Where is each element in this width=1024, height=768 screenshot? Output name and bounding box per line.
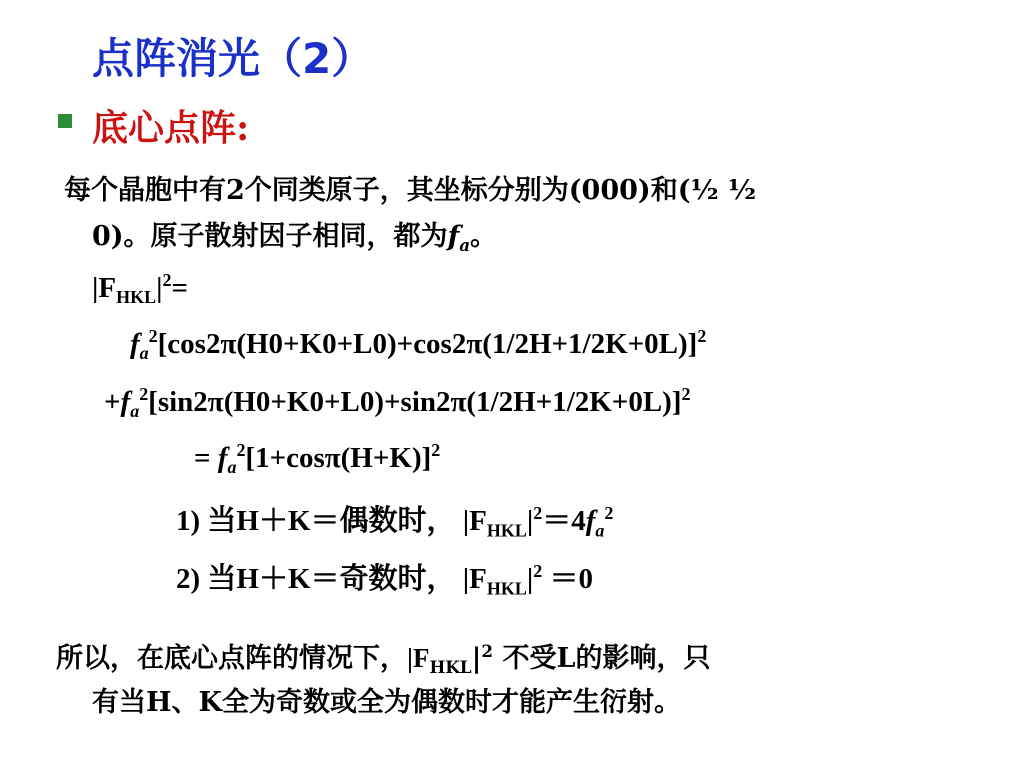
- case-even-value: ＝4: [542, 505, 586, 537]
- lhs-equals: =: [171, 271, 188, 304]
- term2-power: 2: [681, 384, 691, 404]
- lhs-f: |F: [92, 271, 117, 304]
- case-even-value-a: a: [595, 520, 605, 541]
- subheading: 底心点阵:: [92, 107, 250, 149]
- term1-power: 2: [697, 326, 707, 346]
- case-odd-f: |F: [462, 563, 487, 595]
- conclusion-f: |F: [407, 643, 430, 673]
- equation-term-cos: [130, 326, 706, 364]
- term2-f: f: [120, 385, 131, 418]
- result-power: 2: [431, 440, 441, 460]
- structure-factor-lhs: [92, 270, 188, 308]
- case-odd-text: 2) 当H＋K＝奇数时，: [176, 563, 456, 595]
- term1-f: f: [130, 327, 140, 360]
- fa-subscript: a: [459, 234, 471, 255]
- term1-square: 2: [148, 326, 158, 346]
- term2-a: a: [130, 401, 140, 422]
- case-even-text: 1) 当H＋K＝偶数时，: [176, 505, 456, 537]
- case-odd: [176, 556, 593, 599]
- slide-title: 点阵消光（2）: [92, 34, 374, 83]
- case-even-power: 2: [533, 503, 543, 524]
- case-even-subscript: HKL: [486, 520, 527, 541]
- result-f: f: [217, 441, 228, 474]
- term1-a: a: [139, 343, 149, 364]
- case-even-bar: |: [526, 505, 534, 537]
- result-equals: =: [194, 441, 211, 474]
- case-even: [176, 498, 613, 541]
- case-even-f: |F: [462, 505, 487, 537]
- term2-body: [sin2π(H0+K0+L0)+sin2π(1/2H+1/2K+0L)]: [148, 385, 682, 418]
- conclusion-bar: |: [471, 643, 482, 674]
- result-a: a: [227, 457, 237, 478]
- square-bullet-icon: [58, 114, 72, 128]
- case-odd-subscript: HKL: [486, 578, 527, 599]
- intro-text-1: 每个晶胞中有2个同类原子，其坐标分别为(000)和(½ ½: [64, 175, 757, 206]
- conclusion-text-1: 所以，在底心点阵的情况下，: [56, 643, 407, 674]
- case-odd-value: ＝0: [542, 563, 593, 595]
- intro-text-2: 0)。原子散射因子相同，都为: [92, 221, 448, 252]
- intro-text-2-end: 。: [470, 221, 498, 252]
- fa-symbol: f: [447, 221, 460, 252]
- term2-square: 2: [139, 384, 149, 404]
- case-odd-bar: |: [526, 563, 534, 595]
- result-body: [1+cosπ(H+K)]: [245, 441, 432, 474]
- case-even-value-f: f: [585, 505, 596, 537]
- intro-line-1: [64, 168, 756, 207]
- conclusion-line-2: [92, 680, 681, 719]
- intro-line-2: [92, 214, 497, 255]
- conclusion-subscript: HKL: [429, 656, 472, 677]
- conclusion-line-1: [56, 636, 710, 677]
- lhs-power: 2: [162, 270, 172, 290]
- equation-result: [194, 440, 440, 478]
- case-even-value-power: 2: [604, 503, 614, 524]
- lhs-subscript: HKL: [116, 287, 157, 308]
- case-odd-power: 2: [533, 561, 543, 582]
- lhs-bar: |: [156, 271, 163, 304]
- conclusion-power: 2: [481, 640, 494, 661]
- conclusion-text-2: 有当H、K全为奇数或全为偶数时才能产生衍射。: [92, 687, 681, 718]
- term2-plus: +: [104, 385, 121, 418]
- term1-body: [cos2π(H0+K0+L0)+cos2π(1/2H+1/2K+0L)]: [157, 327, 698, 360]
- conclusion-text-1-end: 不受L的影响，只: [493, 643, 711, 674]
- equation-term-sin: [104, 384, 690, 422]
- result-square: 2: [236, 440, 246, 460]
